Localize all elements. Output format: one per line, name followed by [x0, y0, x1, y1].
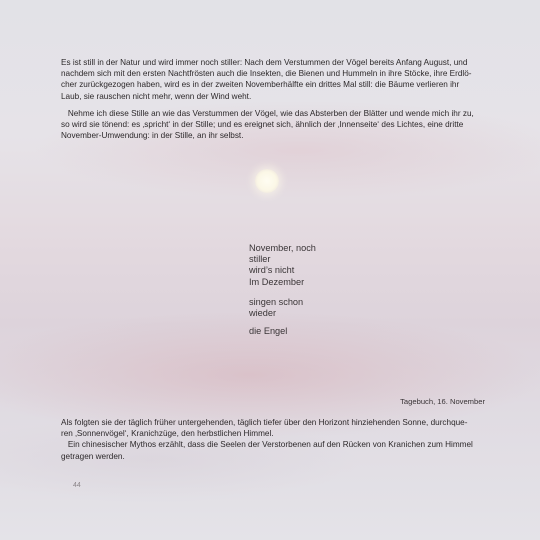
- poem-line: stiller: [249, 254, 271, 265]
- page-number: 44: [73, 482, 81, 489]
- text-line: ren ‚Sonnenvögel‘, Kranichzüge, den herbstlichen Himmel.: [61, 429, 274, 439]
- text-line: November-Umwendung: in der Stille, an ihr selbst.: [61, 131, 244, 141]
- text-line: getragen werden.: [61, 451, 125, 461]
- paragraph-turning: [61, 108, 495, 142]
- text-line: Als folgten sie der täglich früher untergehenden, täglich tiefer über den Horizont hinziehenden Sonne, durchque-: [61, 418, 468, 427]
- text-line: so wird sie tönend: es ‚spricht‘ in der Stille; und es ereignet sich, ähnlich der ‚Innenseite‘ des Lichtes, eine dritte: [61, 120, 464, 130]
- poem-line: singen schon: [249, 296, 304, 307]
- text-line: nachdem sich mit den ersten Nachtfrösten auch die Insekten, die Bienen und Hummeln in ihre Stöcke, ihre Erdlö-: [61, 69, 472, 79]
- moon-image: [255, 169, 279, 193]
- text-line: Laub, sie rauschen nicht mehr, wenn der Wind weht.: [61, 91, 252, 101]
- text-line: cher zurückgezogen haben, wird es in der zweiten Novemberhälfte ein drittes Mal still: die Bäume verlieren ihr: [61, 80, 460, 90]
- poem-line: wird’s nicht: [249, 265, 295, 276]
- poem-source: Tagebuch, 16. November: [400, 397, 485, 406]
- poem-line: die Engel: [249, 326, 288, 337]
- paragraph-cranes: [61, 417, 495, 462]
- poem: [249, 243, 316, 337]
- poem-line: November, noch: [249, 243, 316, 253]
- poem-line: Im Dezember: [249, 276, 305, 287]
- text-line: Ein chinesischer Mythos erzählt, dass die Seelen der Verstorbenen auf den Rücken von Kranichen zum Himmel: [61, 440, 473, 450]
- stanza-break: [249, 288, 316, 297]
- text-line: Es ist still in der Natur und wird immer noch stiller: Nach dem Verstummen der Vögel bereits Anfang August, und: [61, 58, 468, 67]
- paragraph-stillness: [61, 57, 495, 102]
- stanza-break: [249, 319, 316, 326]
- poem-line: wieder: [249, 308, 277, 319]
- text-line: Nehme ich diese Stille an wie das Verstummen der Vögel, wie das Absterben der Blätter und wende mich ihr zu,: [61, 109, 474, 118]
